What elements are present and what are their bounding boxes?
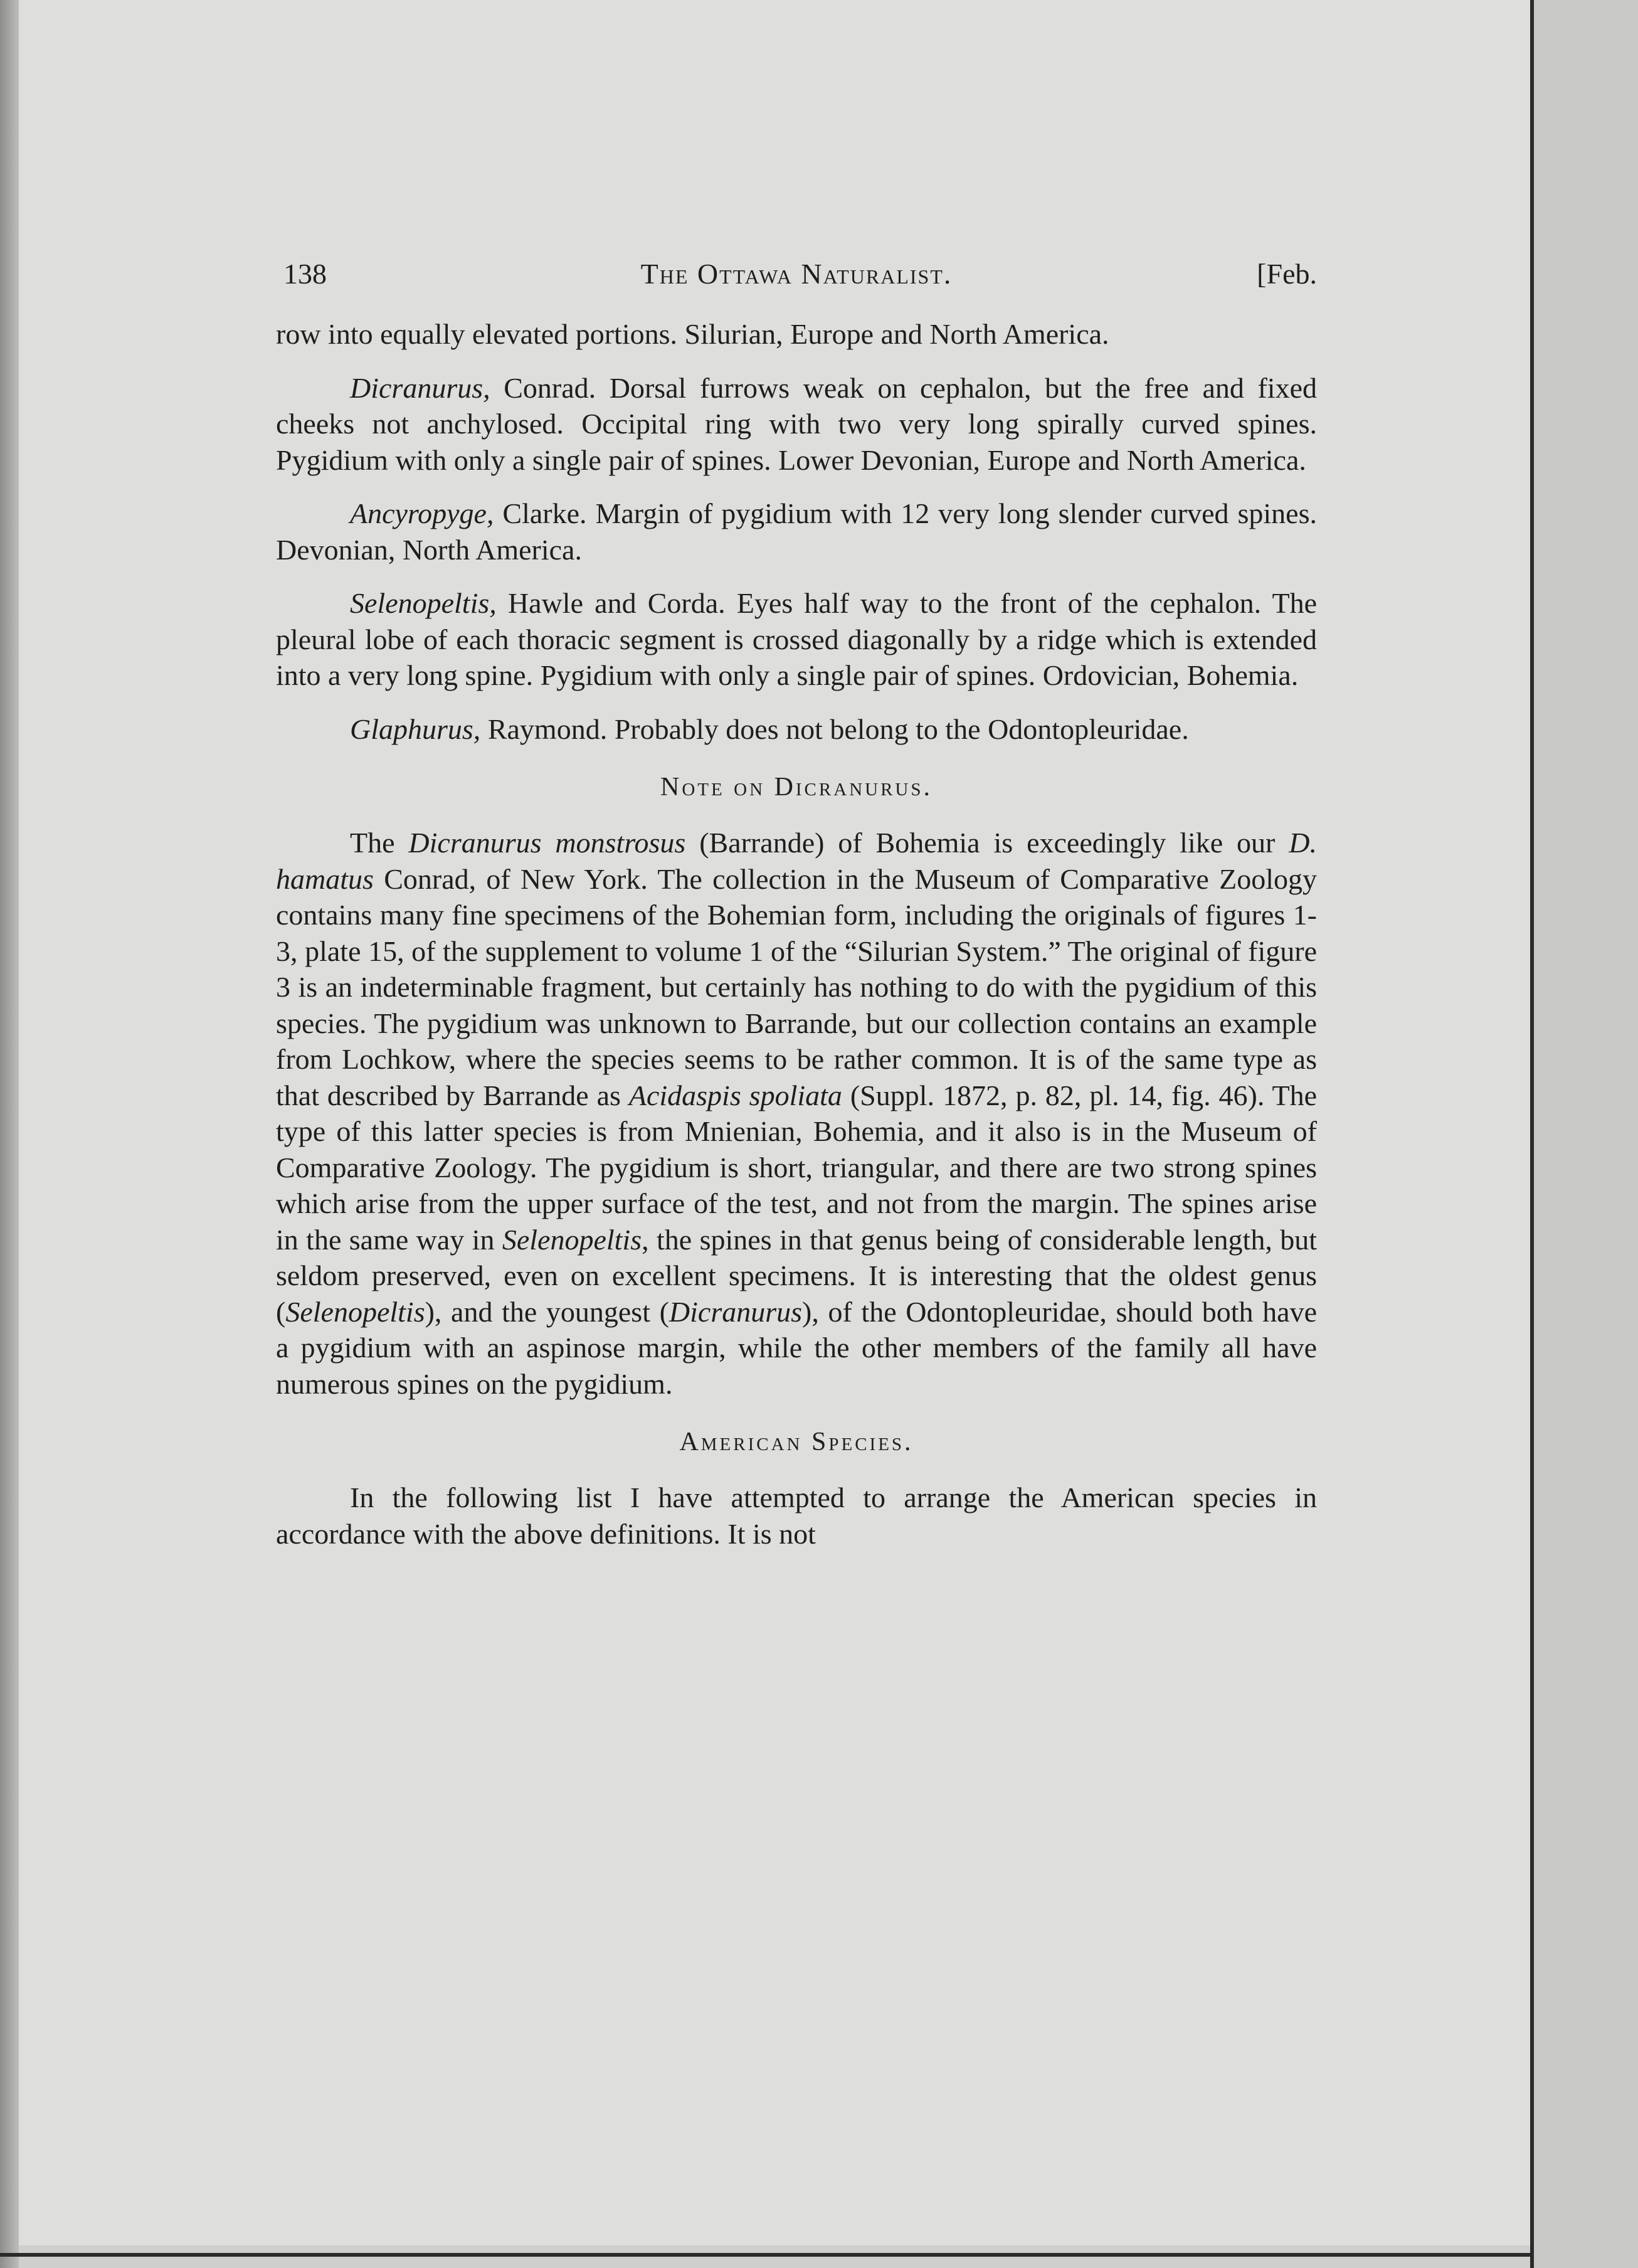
species-name: Dicranurus monstrosus: [408, 827, 686, 859]
note-paragraph: [276, 825, 1317, 1402]
text-block: [276, 257, 1317, 1569]
page-number: 138: [283, 258, 327, 290]
section-heading-american-species: American Species.: [679, 1428, 914, 1456]
book-gutter-shadow: [0, 0, 19, 2268]
species-name: D. hamatus: [276, 827, 1317, 895]
genus-name: Selenopeltis,: [350, 587, 497, 619]
genus-name: Selenopeltis: [285, 1295, 425, 1328]
genus-name: Selenopeltis: [502, 1223, 642, 1256]
paragraph-text: In the following list I have attempted to arrange the American species in accordance with the above definitions. It is not: [276, 1481, 1317, 1550]
species-name: Acidaspis spoliata: [628, 1079, 842, 1111]
adjacent-page-strip: [1534, 0, 1638, 2268]
genus-paragraph-glaphurus: [276, 711, 1317, 748]
genus-name: Dicranurus,: [350, 371, 490, 404]
text-run: (Barrande) of Bohemia is exceedingly like our: [685, 827, 1289, 859]
genus-name: Dicranurus: [668, 1295, 803, 1328]
paragraph-text: Conrad. Dorsal furrows weak on cephalon, but the free and fixed cheeks not anchylosed. Occipital ring with two very long spirally curved spines. Pygidium with only a single pair of spines. Lower Devonian, Europe and North America.: [276, 371, 1317, 476]
text-run: ), of the Odontopleuridae, should both have a pygidium with an aspinose margin, while the other members of the family all have numerous spines on the pygidium.: [276, 1295, 1317, 1400]
running-head: [276, 257, 1317, 299]
paragraph-continuation: [276, 316, 1317, 352]
genus-paragraph-ancyropyge: [276, 495, 1317, 568]
text-run: The: [350, 827, 409, 859]
genus-name: Ancyropyge,: [350, 497, 494, 529]
genus-name: Glaphurus,: [350, 713, 481, 745]
issue-month: [Feb.: [1257, 258, 1317, 290]
text-run: Conrad, of New York. The collection in the Museum of Comparative Zoology contains many fine specimens of the Bohemian form, including the originals of figures 1-3, plate 15, of the supplement to volume 1 of the “Silurian System.” The original of figure 3 is an indeterminable fragment, but certainly has nothing to do with the pygidium of this species. The pygidium was unknown to Barrande, but our collection contains an example from Lochkow, where the species seems to be rather common. It is of the same type as that described by Barrande as: [276, 862, 1317, 1111]
american-species-paragraph: [276, 1480, 1317, 1552]
paragraph-text: Hawle and Corda. Eyes half way to the front of the cephalon. The pleural lobe of each thoracic segment is crossed diagonally by a ridge which is extended into a very long spine. Pygidium with only a single pair of spines. Ordovician, Bohemia.: [276, 587, 1317, 691]
page-bottom-edge: [0, 2253, 1534, 2257]
section-heading-note-on-dicranurus: Note on Dicranurus.: [660, 773, 933, 802]
paragraph-text: Clarke. Margin of pygidium with 12 very long slender curved spines. Devonian, North America.: [276, 497, 1317, 566]
genus-paragraph-selenopeltis: [276, 585, 1317, 694]
text-run: , the spines in that genus being of considerable length, but seldom preserved, even on excellent specimens. It is interesting that the oldest genus (: [276, 1223, 1317, 1328]
journal-title: The Ottawa Naturalist.: [640, 258, 953, 290]
text-run: (Suppl. 1872, p. 82, pl. 14, fig. 46). The type of this latter species is from Mnienian, Bohemia, and it also is in the Museum of Comparative Zoology. The pygidium is short, triangular, and there are two strong spines which arise from the upper surface of the test, and not from the margin. The spines arise in the same way in: [276, 1079, 1317, 1256]
paragraph-text: Raymond. Probably does not belong to the Odontopleuridae.: [480, 713, 1189, 745]
genus-paragraph-dicranurus: [276, 370, 1317, 479]
text-run: ), and the youngest (: [425, 1295, 669, 1328]
paragraph-text: row into equally elevated portions. Silurian, Europe and North America.: [276, 318, 1109, 350]
